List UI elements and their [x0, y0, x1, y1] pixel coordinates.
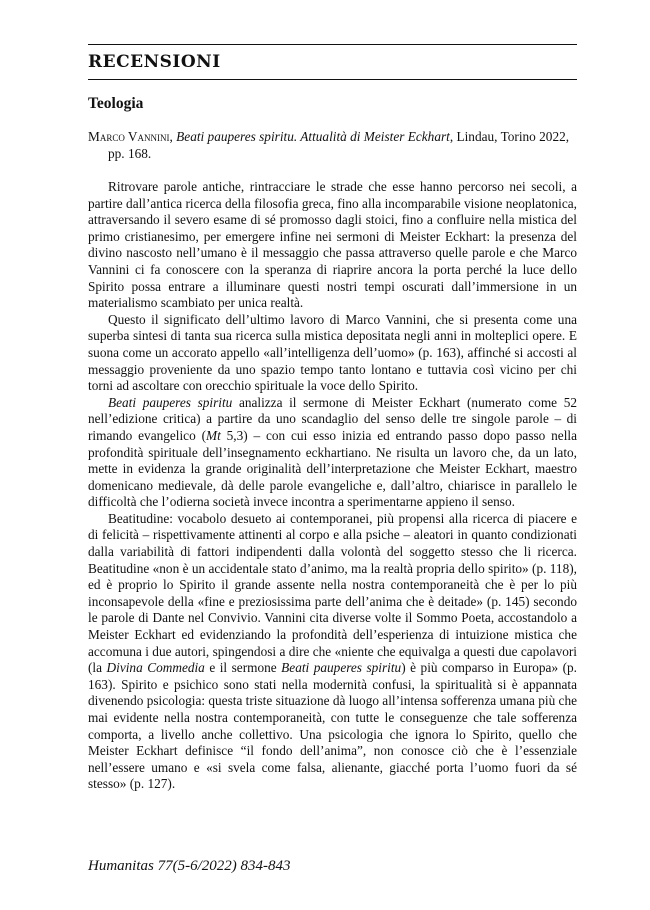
journal-footer: Humanitas 77(5-6/2022) 834-843 — [88, 858, 291, 874]
category-heading: Teologia — [88, 95, 144, 112]
book-citation — [88, 128, 577, 162]
paragraph-1: Ritrovare parole antiche, rintracciare le strade che esse hanno percorso nei secoli, a partire dall’antica ricerca della filosofia greca, fino alla incomparabile visione neoplatonica, attraversando il severo esame di sé promosso dagli stoici, fino a confluire nella mistica del primo cristianesimo, per emergere infine nei sermoni di Meister Eckhart: la presenza del divino nascosto nell’umano è il messaggio che passa attraverso quelle parole e che Marco Vannini ci fa conoscere con la speranza di riaprire ancora la porta perché la luce dello Spirito possa entrare a illuminare questi nostri tempi oscurati dall’immersione in un materialismo scambiato per unica realtà. — [88, 179, 577, 311]
section-heading: RECENSIONI — [88, 52, 221, 72]
top-rule — [88, 44, 577, 45]
book-title-inline: Beati pauperes spiritu — [108, 394, 233, 410]
paragraph-4 — [88, 511, 577, 793]
paragraph-4-text-c: ) è più comparso in Europa» (p. 163). Spirito e psichico sono stati nella modernità confusi, la spiritualità si è appannata divenendo psicologia: questa triste situazione dà luogo all’intensa sofferenza umana più che mai evidente nella nostra contemporaneità, con tutte le conseguenze che tale sofferenza comporta, a livello anche collettivo. Una psicologia che ignora lo Spirito, quello che Meister Eckhart definisce “il fondo dell’anima”, non conosce ciò che è l’essenziale nell’essere umano e «si svela come falsa, alienante, giacché porta l’uomo fuori da sé stesso» (p. 127). — [88, 660, 577, 792]
paragraph-4-text-b: e il sermone — [204, 660, 282, 676]
paragraph-2: Questo il significato dell’ultimo lavoro di Marco Vannini, che si presenta come una superba sintesi di tanta sua ricerca sulla mistica depositata negli anni in molteplici opere. E suona come un accorato appello «all’intelligenza dell’uomo» (p. 163), affinché si accosti al messaggio proveniente da uno spazio tempo tanto lontano e tuttavia così vicino per chi torni ad ascoltare con orecchio spirituale la voce dello Spirito. — [88, 311, 577, 394]
review-body — [88, 179, 577, 793]
paragraph-3 — [88, 395, 577, 511]
paragraph-4-text-a: Beatitudine: vocabolo desueto ai contemporanei, più propensi alla ricerca di piacere e di felicità – rispettivamente attinenti al corpo e alla psiche – aleatori in quanto condizionati dalla variabilità di fattori indipendenti dalla volontà del soggetto stesso che li ricerca. Beatitudine «non è un accidentale stato d’animo, ma la realtà propria dello spirito» (p. 118), ed è proprio lo Spirito il grande assente nella nostra contemporaneità che è per lo più inconsapevole della «fine e preziosissima parte dell’anima che è deitade» (p. 145) secondo le parole di Dante nel Convivio. Vannini cita diverse volte il Sommo Poeta, accostandolo a Meister Eckhart ed evidenziando la profondità dell’esperienza di intuizione mistica che accomuna i due autori, spingendosi a dire che «niente che equivalga a questi due capolavori (la — [88, 510, 577, 676]
citation-title: Beati pauperes spiritu. Attualità di Meister Eckhart — [176, 129, 450, 144]
paragraph-3-text-a: analizza il sermone di Meister Eckhart (numerato come 52 nell’edizione critica) a partire da uno scandaglio del senso delle tre singole parole – di rimando evangelico ( — [88, 394, 577, 443]
page — [88, 0, 577, 910]
sermon-title-inline: Beati pauperes spiritu — [281, 660, 402, 676]
paragraph-3-text-b: 5,3) – con cui esso inizia ed entrando passo dopo passo nella profondità spirituale dell’insegnamento eckhartiano. Ne risulta un lavoro che, da un lato, mette in evidenza la grande originalità dell’interpretazione che Meister Eckhart, maestro domenicano medievale, dà delle parole evangeliche e, dall’altro, chiarisce in parallelo le difficoltà che l’odierna società invece incontra a sperimentarne appieno il senso. — [88, 427, 577, 510]
heading-rule — [88, 79, 577, 80]
gospel-reference: Mt — [206, 427, 221, 443]
divina-commedia-title: Divina Commedia — [106, 660, 205, 676]
citation-separator: , — [169, 129, 177, 144]
citation-author: Marco Vannini — [88, 129, 170, 144]
citation-publication: , Lindau, Torino 2022, pp. 168. — [108, 129, 570, 161]
